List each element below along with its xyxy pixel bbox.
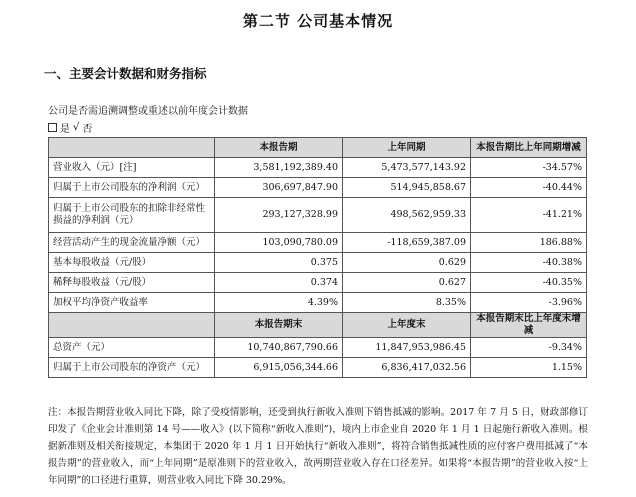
restate-answer [48,120,92,135]
table-header-cell: 本报告期 [215,138,343,158]
change-value: -40.44% [471,178,587,198]
table-header-cell: 上年同期 [343,138,471,158]
row-item-label: 稀释每股收益（元/股） [49,273,215,293]
change-value: -40.35% [471,273,587,293]
change-value: 1.15% [471,358,587,378]
row-item-label: 经营活动产生的现金流量净额（元） [49,233,215,253]
table-header-cell [49,313,215,338]
table-header-row [49,313,587,338]
answer-yes-label: 是 [60,124,70,135]
table-row [49,253,587,273]
current-period-value: 293,127,328.99 [215,198,343,233]
change-value: -9.34% [471,338,587,358]
section-title: 一、主要会计数据和财务指标 [44,66,207,81]
row-item-label: 归属于上市公司股东的净利润（元） [49,178,215,198]
table-header-cell: 本报告期末 [215,313,343,338]
table-row [49,358,587,378]
prior-year-end-value: 6,836,417,032.56 [343,358,471,378]
prior-year-end-value: 11,847,953,986.45 [343,338,471,358]
row-item-label: 基本每股收益（元/股） [49,253,215,273]
change-value: -40.38% [471,253,587,273]
checkbox-icon [48,123,57,132]
row-item-label: 营业收入（元）[注] [49,158,215,178]
table-row [49,198,587,233]
page-title: 第二节 公司基本情况 [242,12,394,30]
current-period-value: 3,581,192,389.40 [215,158,343,178]
table-row [49,233,587,253]
answer-no-label: 否 [82,124,93,135]
restate-question: 公司是否需追溯调整或重述以前年度会计数据 [48,106,248,117]
row-item-label: 归属于上市公司股东的扣除非经常性损益的净利润（元） [49,198,215,233]
period-end-value: 6,915,056,344.66 [215,358,343,378]
change-value: 186.88% [471,233,587,253]
table-row [49,158,587,178]
current-period-value: 4.39% [215,293,343,313]
prior-period-value: 0.629 [343,253,471,273]
table-row [49,273,587,293]
table-row [49,178,587,198]
table-header-row [49,138,587,158]
current-period-value: 103,090,780.09 [215,233,343,253]
table-header-cell: 上年度末 [343,313,471,338]
change-value: -3.96% [471,293,587,313]
financial-data-table [48,137,587,378]
check-mark-icon: √ [73,122,80,133]
prior-period-value: 8.35% [343,293,471,313]
current-period-value: 0.374 [215,273,343,293]
row-item-label: 总资产（元） [49,338,215,358]
period-end-value: 10,740,867,790.66 [215,338,343,358]
current-period-value: 306,697,847.90 [215,178,343,198]
table-row [49,338,587,358]
prior-period-value: 5,473,577,143.92 [343,158,471,178]
table-row [49,293,587,313]
change-value: -41.21% [471,198,587,233]
table-header-cell: 本报告期比上年同期增减 [471,138,587,158]
current-period-value: 0.375 [215,253,343,273]
prior-period-value: 514,945,858.67 [343,178,471,198]
footnote: 注：本报告期营业收入同比下降，除了受疫情影响，还受到执行新收入准则下销售抵减的影响。2017 年 7 月 5 日，财政部修订印发了《企业会计准则第 14 号——收入》(以下简称“新收入准则”)，境内上市企业自 2020 年 1 月 1 日起施行新收入准则。根据新准则及相关衔接规定，本集团于 2020 年 1 月 1 日开始执行“新收入准则”，将符合销售抵减性质的应付客户费用抵减了“本报告期”的营业收入，而“上年同期”是原准则下的营业收入，故两期营业收入存在口径差异。如果将“本报告期”的营业收入按“上年同期”的口径进行重算，则营业收入同比下降 30.29%。 [48,407,588,486]
table-header-cell [49,138,215,158]
prior-period-value: 0.627 [343,273,471,293]
prior-period-value: -118,659,387.09 [343,233,471,253]
row-item-label: 加权平均净资产收益率 [49,293,215,313]
row-item-label: 归属于上市公司股东的净资产（元） [49,358,215,378]
table-header-cell: 本报告期末比上年度末增减 [471,313,587,338]
change-value: -34.57% [471,158,587,178]
prior-period-value: 498,562,959.33 [343,198,471,233]
